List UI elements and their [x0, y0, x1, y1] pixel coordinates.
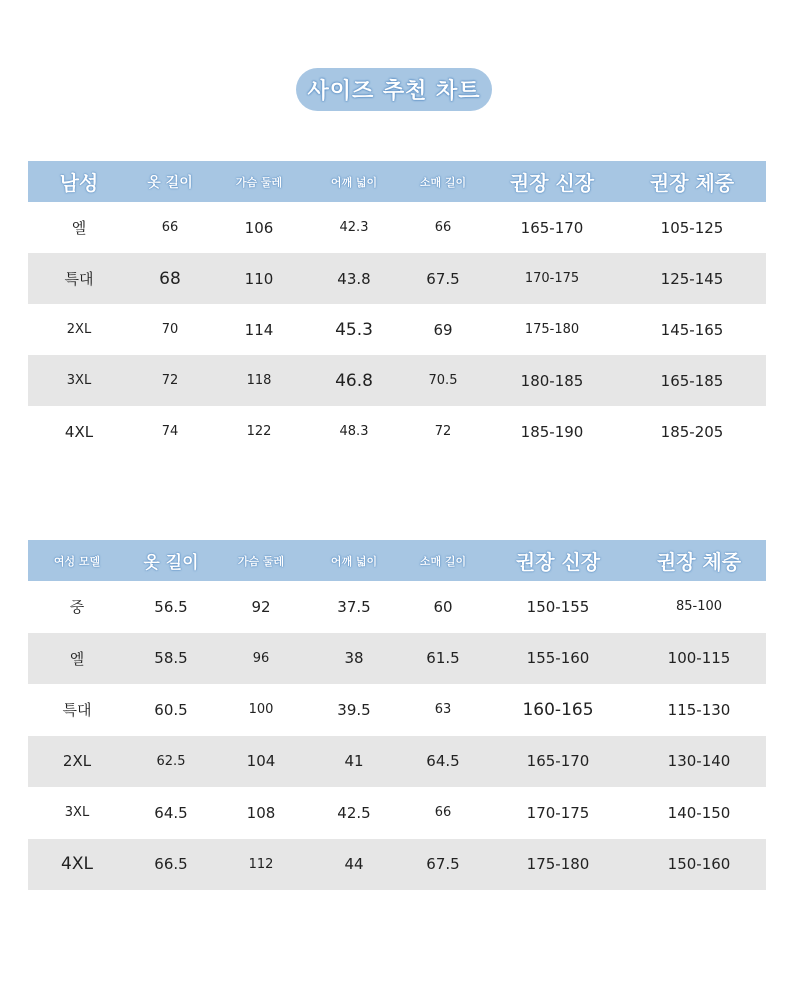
men-row: [28, 253, 766, 304]
size-cell: 4XL: [28, 839, 126, 891]
women-header-shoulder: 어깨 넓이: [306, 540, 402, 581]
chest-cell: 104: [216, 736, 306, 788]
length-cell: 60.5: [154, 700, 188, 719]
size-cell: 4XL: [64, 422, 94, 441]
men-row: [28, 304, 766, 355]
weight-cell: 145-165: [660, 320, 724, 339]
shoulder-cell: 45.3: [335, 319, 373, 340]
women-row: [28, 736, 766, 788]
height-cell: 170-175: [486, 253, 618, 304]
height-cell: 170-175: [526, 803, 590, 822]
men-row: [28, 406, 766, 457]
men-row: [28, 355, 766, 406]
size-cell: 3XL: [28, 355, 130, 406]
length-cell: 62.5: [126, 736, 216, 788]
women-header-sleeve: 소매 길이: [402, 540, 484, 581]
sleeve-cell: 64.5: [402, 736, 484, 788]
weight-cell: 125-145: [618, 253, 766, 304]
sleeve-cell: 69: [433, 320, 453, 339]
men-header-weight: 권장 체중: [618, 161, 766, 202]
length-cell: 68: [130, 253, 210, 304]
size-cell: 3XL: [64, 805, 90, 821]
height-cell: 165-170: [520, 218, 584, 237]
chest-cell: 108: [246, 803, 276, 822]
women-row: [28, 581, 766, 633]
size-cell: 특대: [62, 701, 92, 720]
shoulder-cell: 46.8: [308, 355, 400, 406]
height-cell: 155-160: [484, 633, 632, 685]
men-header-length: 옷 길이: [130, 161, 210, 202]
women-size-table: [28, 540, 766, 890]
height-cell: 165-170: [484, 736, 632, 788]
size-cell: 2XL: [28, 736, 126, 788]
length-cell: 74: [161, 424, 179, 439]
length-cell: 64.5: [154, 803, 188, 822]
women-header-model: 여성 모델: [28, 540, 126, 581]
men-header-row: [28, 161, 766, 202]
chest-cell: 110: [210, 253, 308, 304]
height-cell: 175-180: [524, 322, 580, 337]
sleeve-cell: 60: [433, 597, 453, 616]
men-header-gender: 남성: [28, 161, 130, 202]
height-cell: 180-185: [486, 355, 618, 406]
women-header-length: 옷 길이: [126, 540, 216, 581]
height-cell: 160-165: [522, 699, 594, 720]
length-cell: 58.5: [126, 633, 216, 685]
length-cell: 56.5: [154, 597, 188, 616]
sleeve-cell: 67.5: [402, 839, 484, 891]
weight-cell: 130-140: [632, 736, 766, 788]
length-cell: 72: [130, 355, 210, 406]
sleeve-cell: 67.5: [400, 253, 486, 304]
height-cell: 185-190: [520, 422, 584, 441]
women-header-row: [28, 540, 766, 581]
sleeve-cell: 72: [434, 424, 452, 439]
height-cell: 175-180: [484, 839, 632, 891]
weight-cell: 115-130: [667, 700, 731, 719]
size-cell: 엘: [28, 633, 126, 685]
women-row: [28, 633, 766, 685]
chart-title: 사이즈 추천 차트: [296, 68, 492, 111]
shoulder-cell: 43.8: [308, 253, 400, 304]
chest-cell: 96: [216, 633, 306, 685]
chest-cell: 114: [244, 320, 274, 339]
chest-cell: 92: [251, 597, 271, 616]
shoulder-cell: 39.5: [337, 700, 371, 719]
length-cell: 66: [161, 220, 179, 235]
weight-cell: 100-115: [632, 633, 766, 685]
shoulder-cell: 42.5: [337, 803, 371, 822]
sleeve-cell: 70.5: [400, 355, 486, 406]
size-cell: 엘: [71, 219, 87, 237]
size-cell: 2XL: [66, 322, 92, 337]
length-cell: 66.5: [126, 839, 216, 891]
weight-cell: 85-100: [675, 599, 723, 615]
men-header-sleeve: 소매 길이: [400, 161, 486, 202]
men-size-table: [28, 161, 766, 457]
women-header-weight: 권장 체중: [632, 540, 766, 581]
chest-cell: 118: [210, 355, 308, 406]
shoulder-cell: 42.3: [339, 220, 369, 235]
size-cell: 특대: [28, 253, 130, 304]
weight-cell: 140-150: [667, 803, 731, 822]
shoulder-cell: 48.3: [339, 424, 369, 439]
men-row: [28, 202, 766, 253]
height-cell: 150-155: [526, 597, 590, 616]
shoulder-cell: 38: [306, 633, 402, 685]
weight-cell: 105-125: [660, 218, 724, 237]
women-row: [28, 684, 766, 736]
sleeve-cell: 63: [434, 702, 452, 718]
women-header-chest: 가슴 둘레: [216, 540, 306, 581]
men-header-chest: 가슴 둘레: [210, 161, 308, 202]
sleeve-cell: 61.5: [402, 633, 484, 685]
women-row: [28, 839, 766, 891]
chest-cell: 106: [244, 218, 274, 237]
women-header-height: 권장 신장: [484, 540, 632, 581]
chest-cell: 122: [246, 424, 272, 439]
length-cell: 70: [161, 322, 179, 337]
weight-cell: 185-205: [660, 422, 724, 441]
women-row: [28, 787, 766, 839]
shoulder-cell: 41: [306, 736, 402, 788]
shoulder-cell: 44: [306, 839, 402, 891]
chest-cell: 112: [216, 839, 306, 891]
sleeve-cell: 66: [434, 805, 452, 821]
chest-cell: 100: [248, 702, 274, 718]
weight-cell: 150-160: [632, 839, 766, 891]
men-header-shoulder: 어깨 넓이: [308, 161, 400, 202]
shoulder-cell: 37.5: [337, 597, 371, 616]
sleeve-cell: 66: [434, 220, 452, 235]
size-cell: 중: [69, 598, 85, 617]
men-header-height: 권장 신장: [486, 161, 618, 202]
weight-cell: 165-185: [618, 355, 766, 406]
